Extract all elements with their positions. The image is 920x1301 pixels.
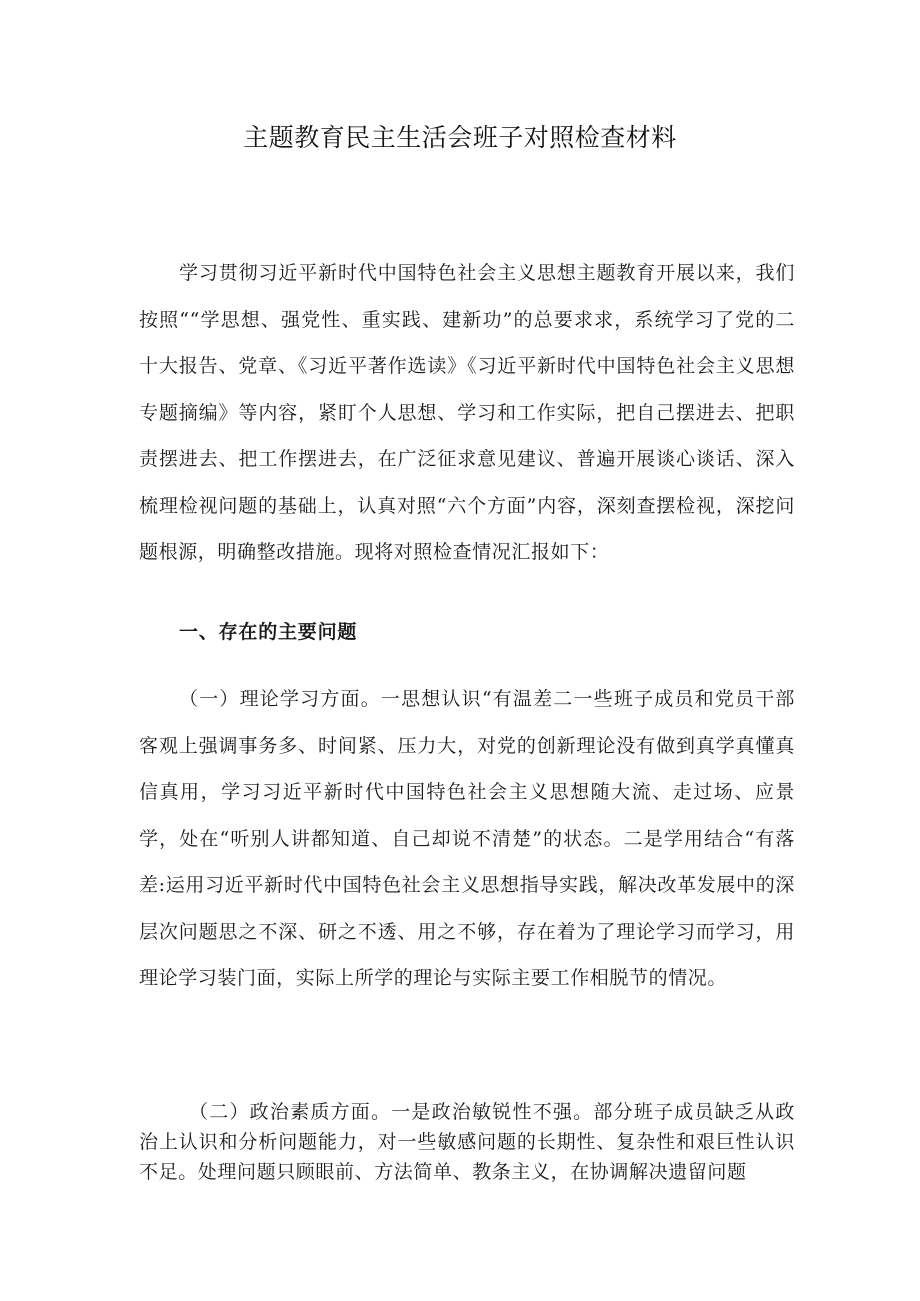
intro-paragraph: 学习贯彻习近平新时代中国特色社会主义思想主题教育开展以来，我们按照““学思想、强党性、重实践、建新功”的总要求求，系统学习了党的二十大报告、党章、《习近平著作选读》《习近平新时代中国特色社会主义思想专题摘编》等内容，紧盯个人思想、学习和工作实际，把自己摆进去、把职责摆进去、把工作摆进去，在广泛征求意见建议、普遍开展谈心谈话、深入梳理检视问题的基础上，认真对照“六个方面”内容，深刻查摆检视，深挖问题根源，明确整改措施。现将对照检查情况汇报如下： <box>139 262 795 563</box>
theory-study-paragraph: （一）理论学习方面。一思想认识“有温差二一些班子成员和党员干部客观上强调事务多、时间紧、压力大，对党的创新理论没有做到真学真懂真信真用，学习习近平新时代中国特色社会主义思想随大流、走过场、应景学，处在“听别人讲都知道、自己却说不清楚”的状态。二是学用结合“有落差:运用习近平新时代中国特色社会主义思想指导实践，解决改革发展中的深层次问题思之不深、研之不透、用之不够，存在着为了理论学习而学习，用理论学习装门面，实际上所学的理论与实际主要工作相脱节的情况。 <box>139 688 795 989</box>
document-title: 主题教育民主生活会班子对照检查材料 <box>243 123 677 152</box>
political-quality-paragraph: （二）政治素质方面。一是政治敏锐性不强。部分班子成员缺乏从政治上认识和分析问题能力，对一些敏感问题的长期性、复杂性和艰巨性认识不足。处理问题只顾眼前、方法简单、教条主义，在协调解决遗留问题 <box>139 1101 795 1183</box>
section-heading-main-problems: 一、存在的主要问题 <box>179 621 358 643</box>
